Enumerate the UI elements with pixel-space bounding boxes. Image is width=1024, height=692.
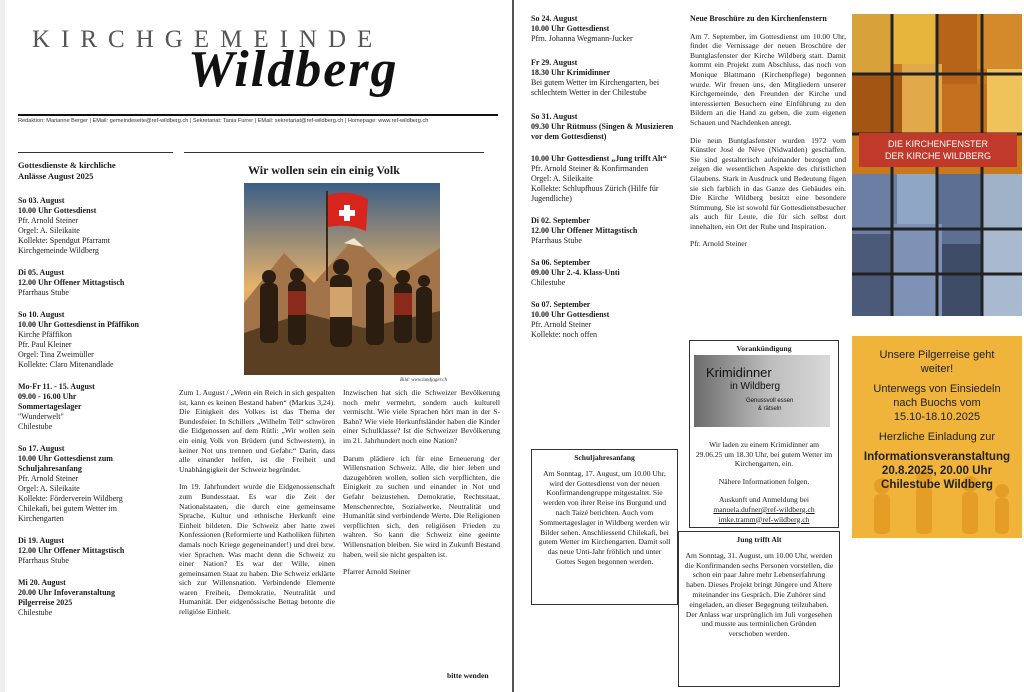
turn-page-note: bitte wenden xyxy=(447,671,489,680)
masthead-title: Wildberg xyxy=(188,41,399,98)
event-item: So 07. September 10.00 Uhr Gottesdienst Pfr. Arnold Steiner Kollekte: noch offen xyxy=(531,300,610,339)
section-rule xyxy=(18,152,173,153)
jung-alt-text: Am Sonntag, 31. August, um 10.00 Uhr, werden die Konfirmanden sechs Personen vorstellen, die schon ein paar Jahre mehr Lebenserfahrung haben. Dieses Projekt bringt Jüngere und Ältere miteinander ins Gespräch. Die Zuhörer sind eingeladen, an dieser Begegnung teilzuhaben. Der Anlass war ursprünglich im Juli vorgesehen und musste aus terminlichen Gründen verschoben werden. xyxy=(684,550,834,639)
krimi-box: Vorankündigung Wir laden zu einem Krimidinner am 29.06.25 um 18.30 Uhr, bei gutem Wetter im Kirchengarten, ein. Nähere Informationen folgen. Auskunft und Anmeldung bei manuela.dufner@ref-wildberg.ch imke.tramm@ref-wildberg.ch xyxy=(689,340,839,528)
event-item: 10.00 Uhr Gottesdienst „Jung trifft Alt“ Pfr. Arnold Steiner & Konfirmanden Orgel: A. Sileikaite Kollekte: Schlupfhuus Zürich (Hilfe für Jugendliche) xyxy=(531,154,667,203)
schuljahr-title: Schuljahresanfang xyxy=(574,453,635,462)
events-title: Gottesdienste & kirchliche Anlässe August 2025 xyxy=(18,160,116,181)
masthead-rule xyxy=(18,114,498,116)
page-fold xyxy=(512,0,514,692)
article-author: Pfarrer Arnold Steiner xyxy=(343,567,411,577)
jung-alt-box xyxy=(678,531,840,687)
event-item: So 03. August 10.00 Uhr Gottesdienst Pfr. Arnold Steiner Orgel: A. Sileikaite Kollekte: Spendgut Pfarramt Kirchgemeinde Wildberg xyxy=(18,196,110,255)
events-column-left xyxy=(18,160,168,630)
krimidinner-image: Krimidinner in Wildberg Genussvoll essen & rätseln xyxy=(694,355,830,427)
brochure-title: Neue Broschüre zu den Kirchenfenstern xyxy=(690,14,827,23)
events-column-right xyxy=(531,14,679,352)
event-item: Di 05. August 12.00 Uhr Offener Mittagstisch Pfarrhaus Stube xyxy=(18,268,125,297)
event-item: So 10. August 10.00 Uhr Gottesdienst in Pfäffikon Kirche Pfäffikon Pfr. Paul Kleiner Orgel: Tina Zweimüller Kollekte: Claro Mitenandlade xyxy=(18,310,139,369)
krimi-title: Vorankündigung xyxy=(736,344,792,353)
krimi-text: Wir laden zu einem Krimidinner am 29.06.25 um 18.30 Uhr, bei gutem Wetter im Kirchengarten, ein. xyxy=(695,439,833,469)
pilgerreise-poster: Unsere Pilgerreise geht weiter! Unterwegs von Einsiedeln nach Buochs vom 15.10-18.10.2025 Herzliche Einladung zur Informationsveranstaltung 20.8.2025, 20.00 Uhr Chilestube Wildberg xyxy=(852,336,1022,538)
masthead-kicker: KIRCHGEMEINDE xyxy=(32,26,384,53)
brochure-author: Pfr. Arnold Steiner xyxy=(690,239,748,249)
email-link-tramm[interactable]: imke.tramm@ref-wildberg.ch xyxy=(718,514,810,524)
image-caption: Bild: www.landjager.ch xyxy=(400,378,447,383)
event-item: Sa 06. September 09.00 Uhr 2.-4. Klass-Unti Chilestube xyxy=(531,258,620,287)
schuljahr-box xyxy=(531,449,678,605)
brochure-article: Neue Broschüre zu den Kirchenfenstern Am 7. September, im Gottesdienst um 10.00 Uhr, findet die Vernissage der neuen Broschüre der Buntglasfenster der Kirche Wildberg statt. Damit kommt ein Projekt zum Abschluss, das noch von Monique Blattmann (Kirchenpflege) begonnen wurde. Wir freuen uns, den Mitgliedern unserer Kirchgemeinde, den Freunden der Kirche und interessierten Besuchern eine Einführung zu den Bildern an die Hand zu geben, die zum eigenen Schauen und Nachdenken anregt. Die neun Buntglasfenster wurden 1972 vom Künstler José de Nève (Nidwalden) geschaffen. Sie sind gestalterisch aufeinander bezogen und zeigen die wesentlichen Aspekte des christlichen Glaubens. Stark in Ausdruck und Bedeutung fügen sie sich farblich in das Ganze des Gebäudes ein. Die Kirche Wildberg besitzt eine besondere Stimmung. Sie ist sowohl für Gottesdienstbesucher als auch für Leute, die für sich selbst dort innehalten, ein Ort der Ruhe und Inspiration. Pfr. Arnold Steiner xyxy=(690,14,846,249)
schuljahr-text: Am Sonntag, 17. August, um 10.00 Uhr, wird der Gottesdienst von der neuen Konfirmandengruppe mitgestaltet. Sie werden von ihrer Reise ins Burgund und nach Taizé berichten. Auch vom Sommertageslager in Wildberg werden wir Bilder sehen. Anschliessend Chilekafi, bei gutem Wetter im Kirchengarten. Damit soll das neue Unti-Jahr fröhlich und unter Gottes Segen begonnen werden. xyxy=(538,468,671,566)
ruetli-scene-image xyxy=(244,183,440,375)
event-item: Di 19. August 12.00 Uhr Offener Mittagstisch Pfarrhaus Stube xyxy=(18,536,125,565)
email-link-dufner[interactable]: manuela.dufner@ref-wildberg.ch xyxy=(713,504,815,514)
article-column-1: Zum 1. August / „Wenn ein Reich in sich gespalten ist, kann es keinen Bestand haben“ (Markus 3,24). Die Einigkeit des Volkes ist das Thema der Bundesfeier. In Schillers „Wilhelm Tell“ schwören die Eidgenossen auf dem Rütli: „Wir wollen sein ein einig Volk von Brüdern (und Schwestern), in keiner Not uns trennen und Gefahr.“ Darin, dass alle einander helfen, ist die Freiheit und Unabhängigkeit der Schweiz begründet. Im 19. Jahrhundert wurde die Eidgenossenschaft zum Bundesstaat. Es war die Zeit der Nationalstaaten, die durch eine gemeinsame Sprache, Kultur und ethnische Herkunft eine Einheit bildeten. Die Schweiz aber hatte zwei Konfessionen (Reformierte und Katholiken führten damals noch Kriege gegeneinander!) und drei bzw. vier Sprachen. Was macht denn die Schweiz zu einer Nation? Es war der Wille, einen gemeinsamen Staat zu haben. Die Schweiz erklärte sich zur Willensnation. Verbindende Elemente waren Freiheit, Demokratie, Neutralität und Humanität. Der eidgenössische Bettag betonte die religiöse Einheit. xyxy=(179,388,335,617)
page-edge xyxy=(0,0,5,692)
jung-alt-title: Jung trifft Alt xyxy=(736,535,782,544)
stained-glass-banner: DIE KIRCHENFENSTER DER KIRCHE WILDBERG xyxy=(859,133,1017,167)
event-item: Di 02. September 12.00 Uhr Offener Mittagstisch Pfarrhaus Stube xyxy=(531,216,638,245)
event-item: So 17. August 10.00 Uhr Gottesdienst zum Schuljahresanfang Pfr. Arnold Steiner Orgel: A. Sileikaite Kollekte: Förderverein Wildberg Chilekafi, bei gutem Wetter im Kirchengarten xyxy=(18,444,123,523)
event-item: Fr 29. August 18.30 Uhr Krimidinner Bei gutem Wetter im Kirchengarten, bei schlechtem Wetter in der Chilestube xyxy=(531,58,660,97)
article-illustration xyxy=(244,183,440,375)
masthead-contact: Redaktion: Marianne Berger | EMail: gemeindeseite@ref-wildberg.ch | Sekretariat: Tania Furrer | EMail: sekretariat@ref-wildberg.ch | Homepage: www.ref-wildberg.ch xyxy=(18,118,429,124)
event-item: So 24. August 10.00 Uhr Gottesdienst Pfrn. Johanna Wegmann-Jucker xyxy=(531,14,633,43)
article-column-2: Inzwischen hat sich die Schweizer Bevölkerung noch mehr vermehrt, sondern auch kulturell vermischt. Wie viele Sprachen hört man in der S-Bahn? Wie viele Herkunftsländer haben die Kinder einer Schulklasse? Ist die Schweizer Bevölkerung im 21. Jahrhundert noch eine Nation? Darum plädiere ich für eine Erneuerung der Willensnation Schweiz. Alle, die hier leben und dazugehören wollen, sollen sich verpflichten, die Einigkeit zu suchen und einander in Not und Gefahr beizustehen. Demokratie, Rechtsstaat, Menschenrechte, Sozialwerke, Neutralität und Humanität sind verbindende Werte. Die Religionen verpflichten sich, den religiösen Frieden zu wahren. So kann die Schweiz eine geeinte Willensnation bleiben. Sie wird in Zukunft Bestand haben, weil sie nicht gespalten ist. Pfarrer Arnold Steiner xyxy=(343,388,500,577)
article-title: Wir wollen sein ein einig Volk xyxy=(248,163,400,177)
event-item: Mo-Fr 11. - 15. August 09.00 - 16.00 Uhr Sommertageslager "Wunderwelt" Chilestube xyxy=(18,382,95,431)
section-rule xyxy=(184,152,484,153)
event-item: Mi 20. August 20.00 Uhr Infoveranstaltung Pilgerreise 2025 Chilestube xyxy=(18,578,115,617)
event-item: So 31. August 09.30 Uhr Rütmuss (Singen & Musizieren vor dem Gottesdienst) xyxy=(531,112,674,141)
